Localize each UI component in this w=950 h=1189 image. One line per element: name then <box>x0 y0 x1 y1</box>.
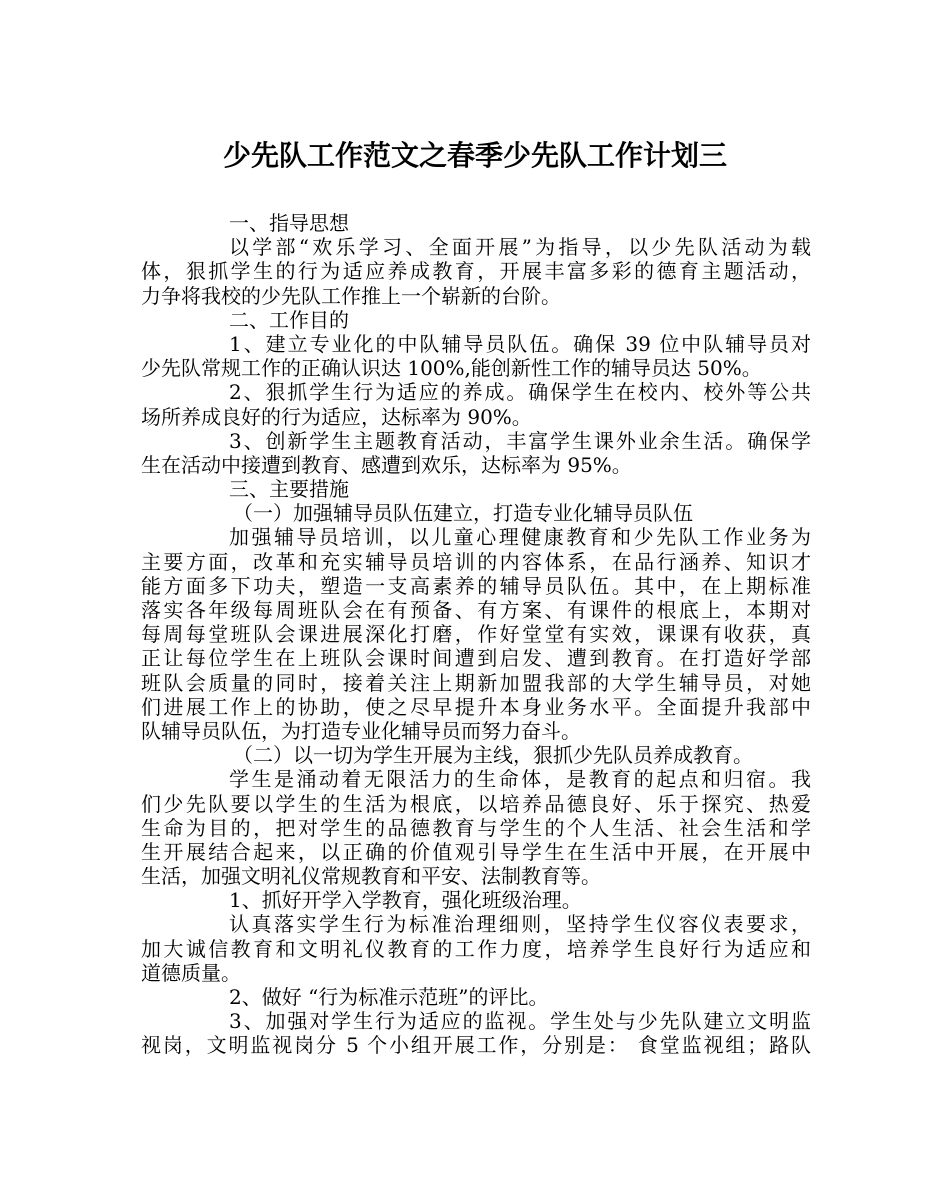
section-heading: 一、指导思想 <box>229 211 349 235</box>
paragraph-line: 每周每堂班队会课进展深化打磨，作好堂堂有实效，课课有收获，真 <box>141 622 811 647</box>
paragraph-line: 道德质量。 <box>141 960 241 985</box>
paragraph-line: 们少先队要以学生的生活为根底，以培养品德良好、乐于探究、热爱 <box>141 791 811 816</box>
paragraph-line: 3、加强对学生行为适应的监视。学生处与少先队建立文明监 <box>229 1009 811 1034</box>
paragraph-line: 们进展工作上的协助，使之尽早提升本身业务水平。全面提升我部中 <box>141 694 811 719</box>
paragraph-line: 场所养成良好的行为适应，达标率为 90%。 <box>141 404 532 429</box>
document-title: 少先队工作范文之春季少先队工作计划三 <box>222 139 727 172</box>
paragraph-line: 认真落实学生行为标准治理细则，坚持学生仪容仪表要求， <box>229 912 811 937</box>
paragraph-line: 落实各年级每周班队会在有预备、有方案、有课件的根底上，本期对 <box>141 598 811 622</box>
paragraph-line: 加大诚信教育和文明礼仪教育的工作力度，培养学生良好行为适应和 <box>141 936 811 961</box>
subsection-heading: （二）以一切为学生开展为主线，狠抓少先队员养成教育。 <box>233 743 753 768</box>
paragraph-line: 2、狠抓学生行为适应的养成。确保学生在校内、校外等公共 <box>229 380 811 405</box>
paragraph-line: 生活，加强文明礼仪常规教育和平安、法制教育等。 <box>141 864 601 889</box>
paragraph-line: 能方面多下功夫，塑造一支高素养的辅导员队伍。其中，在上期标准 <box>141 573 811 598</box>
paragraph-line: 3、创新学生主题教育活动，丰富学生课外业余生活。确保学 <box>229 428 811 453</box>
subsection-heading: （一）加强辅导员队伍建立，打造专业化辅导员队伍 <box>233 501 693 526</box>
paragraph-line: 正让每位学生在上班队会课时间遭到启发、遭到教育。在打造好学部 <box>141 646 811 671</box>
paragraph-line: 队辅导员队伍，为打造专业化辅导员而努力奋斗。 <box>141 718 581 743</box>
paragraph-line: 生开展结合起来，以正确的价值观引导学生在生活中开展，在开展中 <box>141 839 811 864</box>
paragraph-line: 体，狠抓学生的行为适应养成教育，开展丰富多彩的德育主题活动， <box>141 259 811 284</box>
section-heading: 二、工作目的 <box>229 307 349 332</box>
section-heading: 三、主要措施 <box>229 477 349 502</box>
paragraph-line: 主要方面，改革和充实辅导员培训的内容体系，在品行涵养、知识才 <box>141 549 811 574</box>
paragraph-line: 班队会质量的同时，接着关注上期新加盟我部的大学生辅导员，对她 <box>141 670 811 695</box>
paragraph-line: 视岗，文明监视岗分 5 个小组开展工作，分别是： 食堂监视组；路队 <box>141 1033 811 1058</box>
paragraph-line: 少先队常规工作的正确认识达 100%,能创新性工作的辅导员达 50%。 <box>141 356 762 381</box>
paragraph-line: 1、建立专业化的中队辅导员队伍。确保 39 位中队辅导员对 <box>229 331 811 356</box>
paragraph-line: 1、抓好开学入学教育，强化班级治理。 <box>229 888 582 913</box>
paragraph-line: 力争将我校的少先队工作推上一个崭新的台阶。 <box>141 283 561 308</box>
paragraph-line: 加强辅导员培训，以儿童心理健康教育和少先队工作业务为 <box>229 525 811 550</box>
paragraph-line: 生命为目的，把对学生的品德教育与学生的个人生活、社会生活和学 <box>141 815 811 840</box>
paragraph-line: 生在活动中接遭到教育、感遭到欢乐，达标率为 95%。 <box>141 452 632 477</box>
document-body <box>141 211 811 1058</box>
paragraph-line: 以学部“欢乐学习、全面开展”为指导，以少先队活动为载 <box>229 235 811 260</box>
paragraph-line: 2、做好 “行为标准示范班”的评比。 <box>229 985 549 1009</box>
paragraph-line: 学生是涌动着无限活力的生命体，是教育的起点和归宿。我 <box>229 767 811 792</box>
